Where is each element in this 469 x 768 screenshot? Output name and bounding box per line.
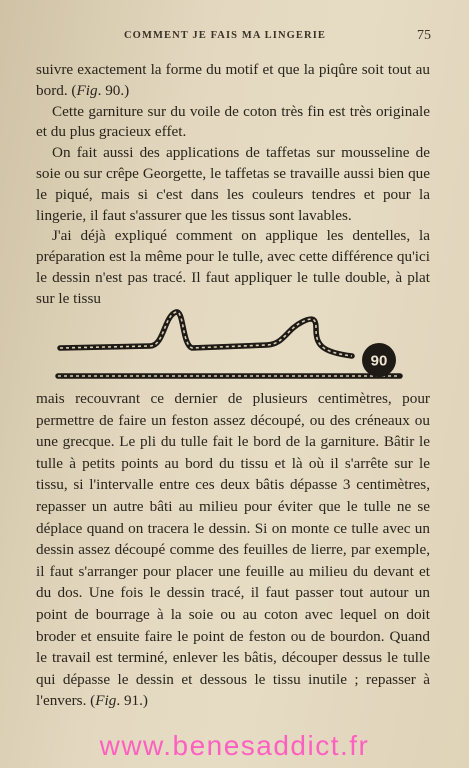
watermark: www.benesaddict.fr xyxy=(99,730,370,761)
figure-reference: Fig xyxy=(95,692,117,710)
text-block-bottom xyxy=(36,388,430,712)
running-head: COMMENT JE FAIS MA LINGERIE xyxy=(124,30,326,41)
scalloped-tulle-edge xyxy=(60,312,352,356)
paragraph: J'ai déjà expliqué comment on applique les dentelles, la préparation est la même pour le tulle, avec cette différence qu'ici le dessin n'est pas tracé. Il faut appliquer le tulle double, à plat sur le tissu xyxy=(36,227,430,307)
figure-reference-number: . 91.) xyxy=(116,692,148,710)
figure-number-badge xyxy=(362,343,396,377)
paragraph: On fait aussi des applications de taffetas sur mousseline de soie ou sur crêpe Georgette, le taffetas se travaille aussi bien que le piqué, mais si c'est dans les couleurs tendres et pour la lingerie, il faut s'assurer que les tissus sont lavables. xyxy=(36,144,430,224)
text-block-top xyxy=(36,60,430,310)
figure-reference: Fig xyxy=(76,81,98,99)
figure-90-illustration xyxy=(52,300,412,390)
paragraph: Cette garniture sur du voile de coton très fin est très originale et du plus gracieux effet. xyxy=(36,102,430,141)
tulle-appliqué-drawing xyxy=(52,300,412,390)
page-header xyxy=(0,28,469,48)
figure-reference-number: . 90.) xyxy=(97,81,130,99)
paragraph-text: mais recouvrant ce dernier de plusieurs centimètres, pour permettre de faire un feston assez découpé, ou des créneaux ou une grecque. Le pli du tulle fait le bord de la garniture. Bâtir le tulle à petits points au bord du tissu et là où il s'arrête sur le tissu, si l'intervalle entre ces deux bâtis dépasse 3 centimètres, repasser un autre bâti au milieu pour éviter que le tulle ne se déplace quand on tracera le dessin. Si on monte ce tulle avec un dessin assez découpé comme des feuilles de lierre, par exemple, il faut s'arranger pour placer une feuille au milieu du devant et du dos. Une fois le dessin tracé, il faut passer tout autour un point de bourrage à la soie ou au coton avec lequel on doit broder et ensuite faire le point de feston ou de bourdon. Quand le travail est terminé, enlever les bâtis, découper dessus le tulle qui dépasse le dessin et dessous le tissu inutile ; repasser à l'envers. ( xyxy=(36,390,430,710)
page-number: 75 xyxy=(417,28,431,43)
paragraph-text: suivre exactement la forme du motif et que la piqûre soit tout au bord. ( xyxy=(36,61,430,99)
paragraph xyxy=(36,60,430,102)
paragraph xyxy=(36,388,430,712)
figure-number: 90 xyxy=(370,352,388,370)
